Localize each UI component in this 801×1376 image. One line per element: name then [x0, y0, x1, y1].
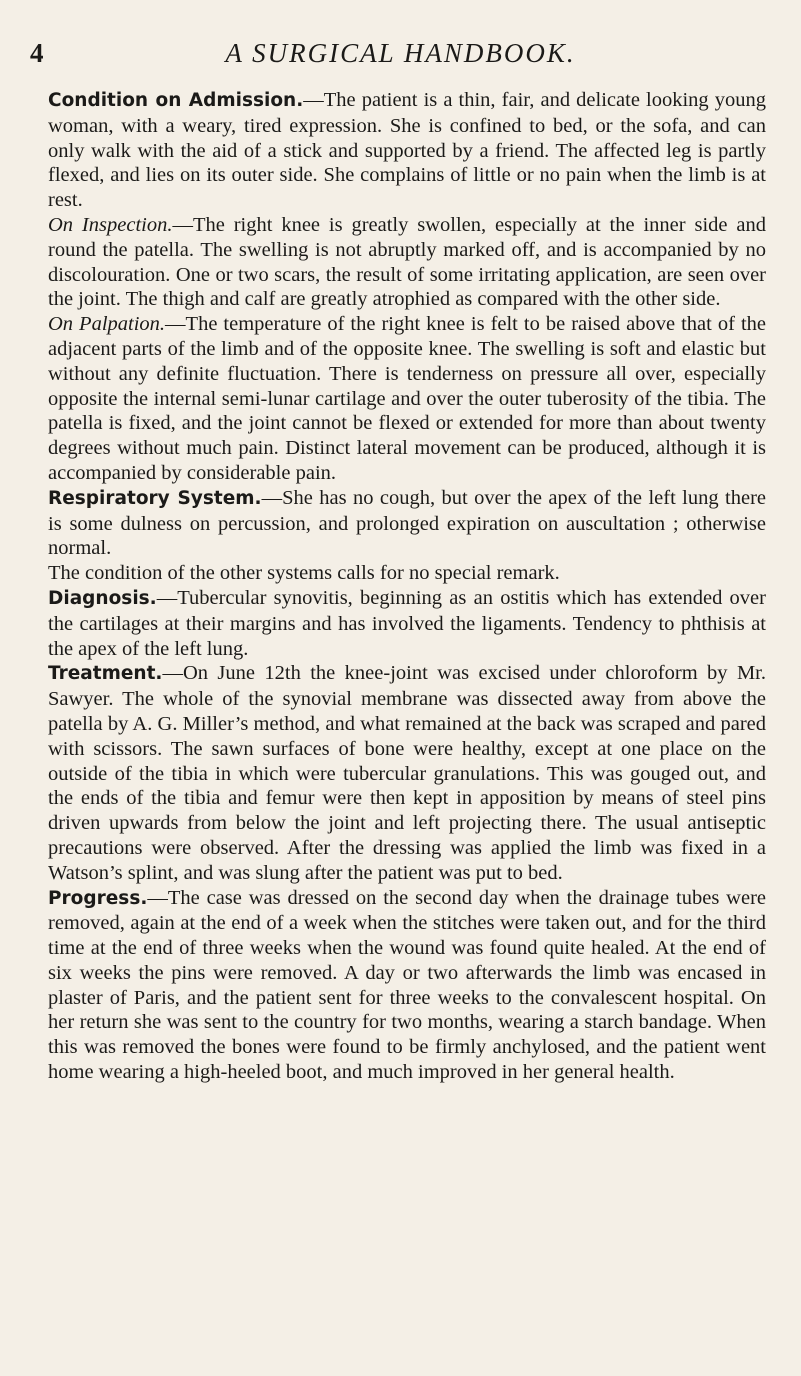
page-header — [28, 38, 773, 78]
section-heading: On Palpation. — [48, 313, 166, 336]
paragraph-condition-on-admission — [48, 88, 766, 213]
section-heading: Condition on Admission. — [48, 90, 304, 111]
case-report-text — [48, 88, 766, 1085]
running-title: A SURGICAL HANDBOOK. — [225, 38, 576, 68]
page-number: 4 — [30, 38, 44, 68]
paragraph-text: —Tubercular synovitis, beginning as an ostitis which has extended over the cartilages at their margins and has involved the ligaments. Tendency to phthisis at the apex of the left lung. — [48, 586, 766, 660]
paragraph-text: —The temperature of the right knee is felt to be raised above that of the adjacent parts of the limb and of the opposite knee. The swelling is soft and elastic but without any definite fluctuation. There is tenderness on pressure all over, especially opposite the internal semi-lunar cartilage and over the outer tuberosity of the tibia. The patella is fixed, and the joint cannot be flexed or extended for more than about twenty degrees without much pain. Distinct lateral movement can be produced, although it is accompanied by considerable pain. — [48, 313, 766, 484]
paragraph-text: The condition of the other systems calls for no special remark. — [48, 562, 560, 585]
paragraph-progress — [48, 886, 766, 1085]
section-heading: On Inspection. — [48, 213, 173, 236]
paragraph-respiratory-system — [48, 486, 766, 561]
paragraph-treatment — [48, 661, 766, 885]
section-heading: Diagnosis. — [48, 587, 157, 609]
section-heading: Respiratory System. — [48, 487, 262, 509]
paragraph-on-palpation — [48, 312, 766, 486]
section-heading: Treatment. — [48, 663, 163, 685]
paragraph-text: —The right knee is greatly swollen, especially at the inner side and round the patella. The swelling is not abruptly marked off, and is accompanied by no discolouration. One or two scars, the result of some irritating application, are seen over the joint. The thigh and calf are greatly atrophied as compared with the other side. — [48, 213, 766, 311]
section-heading: Progress. — [48, 887, 148, 909]
paragraph-text: —On June 12th the knee-joint was excised under chloroform by Mr. Sawyer. The whole of the synovial membrane was dissected away from above the patella by A. G. Miller’s method, and what remained at the back was scraped and pared with scissors. The sawn surfaces of bone were healthy, except at one place on the outside of the tibia in which were tubercular granulations. This was gouged out, and the ends of the tibia and femur were then kept in apposition by means of steel pins driven upwards from below the joint and left projecting there. The usual antiseptic precautions were observed. After the dressing was applied the limb was fixed in a Watson’s splint, and was slung after the patient was put to bed. — [48, 662, 766, 884]
paragraph-text: —The case was dressed on the second day when the drainage tubes were removed, again at the end of a week when the stitches were taken out, and for the third time at the end of three weeks when the wound was found quite healed. At the end of six weeks the pins were removed. A day or two afterwards the limb was encased in plaster of Paris, and the patient sent for three weeks to the convalescent hospital. On her return she was sent to the country for two months, wearing a starch bandage. When this was removed the bones were found to be firmly anchylosed, and the patient went home wearing a high-heeled boot, and much improved in her general health. — [48, 886, 766, 1084]
paragraph-diagnosis — [48, 586, 766, 661]
paragraph-text: —She has no cough, but over the apex of the left lung there is some dulness on percussion, and prolonged expiration on auscultation ; otherwise normal. — [48, 486, 766, 560]
paragraph-text: —The patient is a thin, fair, and delicate looking young woman, with a weary, tired expression. She is confined to bed, or the sofa, and can only walk with the aid of a stick and supported by a friend. The affected leg is partly flexed, and lies on its outer side. She complains of little or no pain when the limb is at rest. — [48, 89, 766, 212]
paragraph-on-inspection — [48, 213, 766, 312]
paragraph-other-systems — [48, 561, 766, 586]
